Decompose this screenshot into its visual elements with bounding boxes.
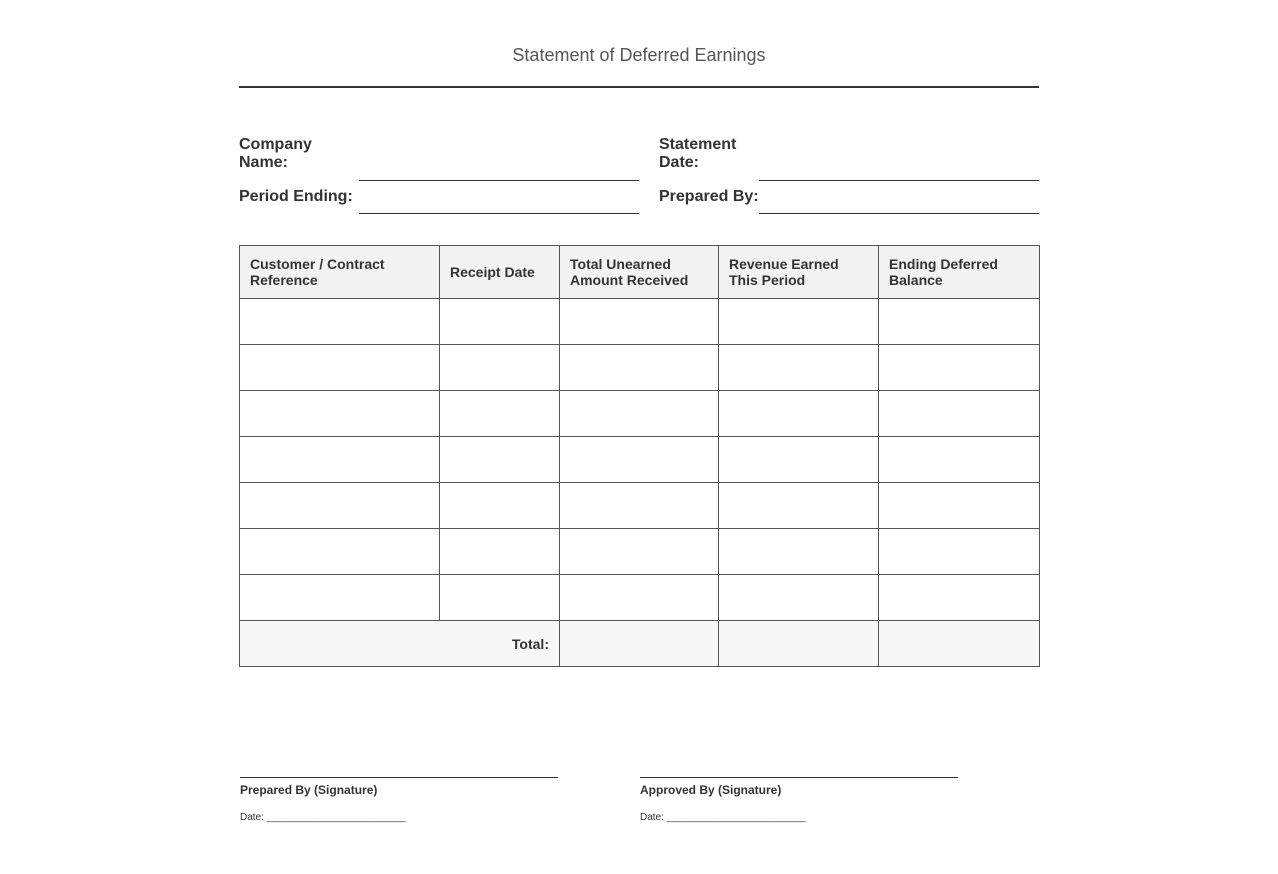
deferred-earnings-table — [239, 245, 1040, 667]
total-row — [240, 621, 1040, 667]
table-row — [240, 483, 1040, 529]
table-cell[interactable] — [240, 483, 440, 529]
approved-date-line[interactable]: Date: _________________________ — [640, 812, 806, 823]
prepared-date-line[interactable]: Date: _________________________ — [240, 812, 406, 823]
table-cell[interactable] — [879, 391, 1040, 437]
table-cell[interactable] — [240, 391, 440, 437]
table-cell[interactable] — [719, 391, 879, 437]
table-cell[interactable] — [879, 575, 1040, 621]
table-cell[interactable] — [560, 575, 719, 621]
table-cell[interactable] — [560, 391, 719, 437]
table-cell[interactable] — [440, 345, 560, 391]
period-ending-field[interactable] — [359, 213, 639, 214]
prepared-by-label: Prepared By: — [659, 188, 759, 205]
table-cell[interactable] — [719, 483, 879, 529]
table-cell[interactable] — [879, 437, 1040, 483]
table-cell[interactable] — [440, 437, 560, 483]
table-row — [240, 345, 1040, 391]
column-header-total-unearned: Total Unearned Amount Received — [560, 246, 719, 299]
table-cell[interactable] — [240, 345, 440, 391]
table-cell[interactable] — [719, 575, 879, 621]
table-row — [240, 299, 1040, 345]
table-header-row — [240, 246, 1040, 299]
table-cell[interactable] — [440, 299, 560, 345]
approved-signature-line[interactable] — [640, 777, 958, 778]
prepared-signature-label: Prepared By (Signature) — [240, 783, 378, 797]
table-cell[interactable] — [240, 437, 440, 483]
table-cell[interactable] — [240, 575, 440, 621]
column-header-revenue-earned: Revenue Earned This Period — [719, 246, 879, 299]
table-cell[interactable] — [879, 299, 1040, 345]
total-unearned-cell[interactable] — [560, 621, 719, 667]
statement-date-field[interactable] — [759, 180, 1039, 181]
table-cell[interactable] — [440, 391, 560, 437]
prepared-signature-line[interactable] — [240, 777, 558, 778]
total-ending-balance-cell[interactable] — [879, 621, 1040, 667]
title-divider — [239, 86, 1039, 88]
table-cell[interactable] — [719, 345, 879, 391]
table-cell[interactable] — [240, 299, 440, 345]
total-revenue-earned-cell[interactable] — [719, 621, 879, 667]
table-cell[interactable] — [560, 437, 719, 483]
column-header-ending-balance: Ending Deferred Balance — [879, 246, 1040, 299]
statement-date-label: Statement Date: — [659, 136, 737, 171]
prepared-by-field[interactable] — [759, 213, 1039, 214]
table-cell[interactable] — [440, 529, 560, 575]
table-cell[interactable] — [879, 529, 1040, 575]
table-row — [240, 529, 1040, 575]
table-row — [240, 437, 1040, 483]
approved-signature-label: Approved By (Signature) — [640, 783, 782, 797]
total-label: Total: — [240, 621, 560, 667]
table-cell[interactable] — [240, 529, 440, 575]
period-ending-label: Period Ending: — [239, 188, 353, 205]
table-cell[interactable] — [560, 529, 719, 575]
table-cell[interactable] — [440, 483, 560, 529]
company-name-label: Company Name: — [239, 136, 312, 171]
document-title: Statement of Deferred Earnings — [512, 45, 766, 65]
column-header-contract-reference: Customer / Contract Reference — [240, 246, 440, 299]
table-cell[interactable] — [719, 299, 879, 345]
table-cell[interactable] — [560, 299, 719, 345]
table-cell[interactable] — [879, 483, 1040, 529]
table-cell[interactable] — [560, 483, 719, 529]
company-name-field[interactable] — [359, 180, 639, 181]
table-cell[interactable] — [560, 345, 719, 391]
table-row — [240, 575, 1040, 621]
table-cell[interactable] — [719, 437, 879, 483]
table-row — [240, 391, 1040, 437]
column-header-receipt-date: Receipt Date — [440, 246, 560, 299]
table-cell[interactable] — [879, 345, 1040, 391]
table-cell[interactable] — [719, 529, 879, 575]
table-cell[interactable] — [440, 575, 560, 621]
